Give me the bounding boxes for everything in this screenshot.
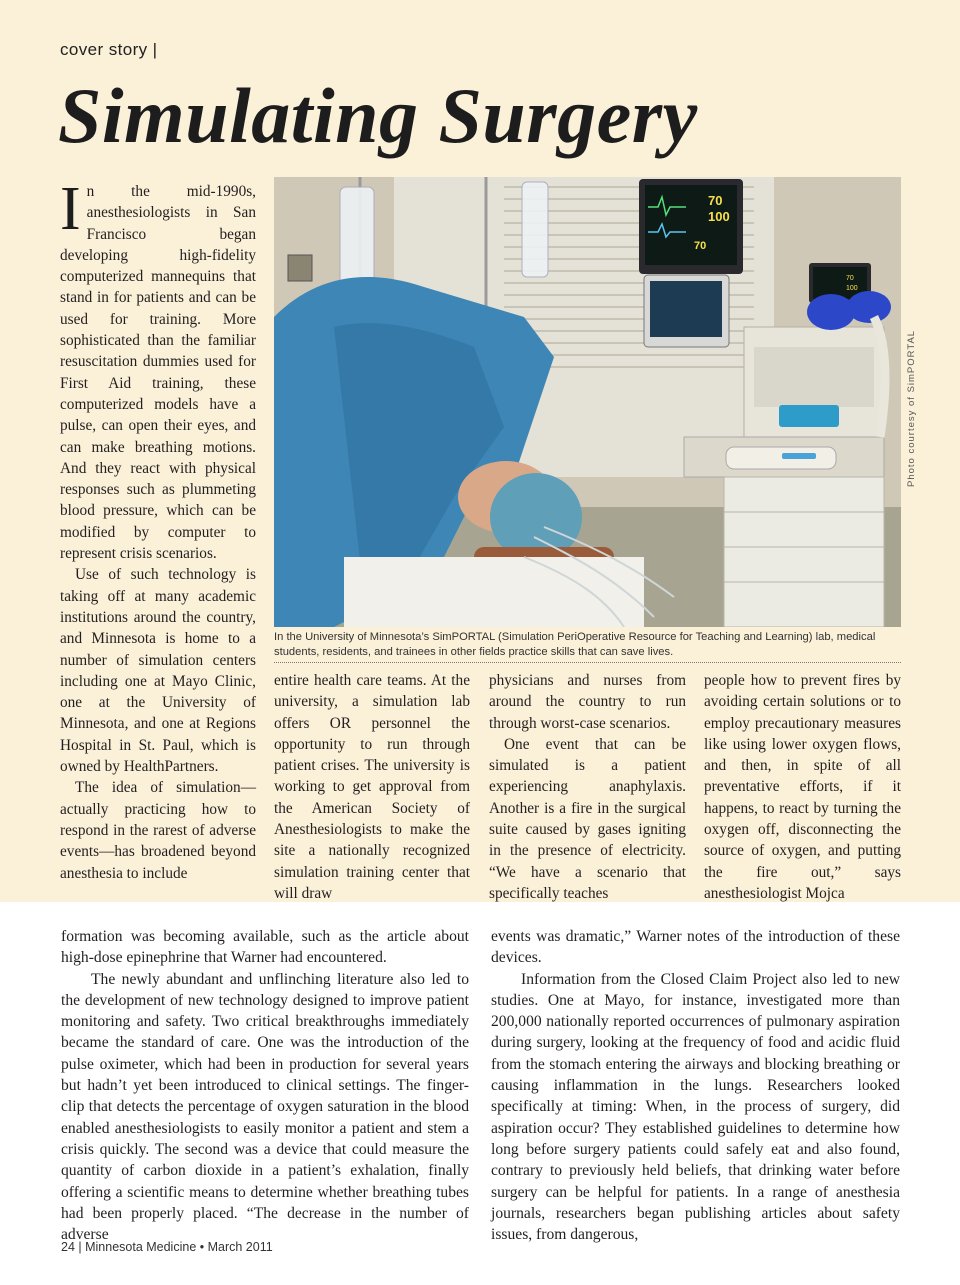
- paragraph: n the mid-1990s, anesthesiologists in San Francisco began developing high-fidelity computerized mannequins that stand in for patients and can be used for training. More sophisticated than the familiar resuscitation dummies used for First Aid training, these computerized models have a pulse, can open their eyes, and can make breathing motions. And they react with physical responses such as plummeting blood pressure, which can be modified by computer to represent crisis scenarios.: [60, 183, 256, 563]
- section-label: cover story |: [60, 40, 158, 59]
- article-title: Simulating Surgery: [58, 72, 698, 159]
- monitor-value-spo2: 70: [694, 240, 707, 252]
- paragraph: physicians and nurses from around the country to run through worst-case scenarios.: [489, 672, 686, 732]
- column-2: [274, 670, 470, 904]
- column-1: [60, 175, 256, 884]
- paragraph: The newly abundant and unflinching literature also led to the development of new technology designed to improve patient monitoring and safety. Two critical breakthroughs immediately became the standard of care. One was the introduction of the pulse oximeter, which had been in production for several years but hadn’t yet been introduced to clinical settings. The finger-clip that detects the percentage of oxygen saturation in the blood enabled anesthesiologists to easily monitor a patient and stem a crisis quickly. The second was a device that could measure the quantity of carbon dioxide in a patient’s exhalation, finally offering a scientific means to determine whether breathing tubes had been properly placed. “The decrease in the number of adverse: [61, 970, 469, 1244]
- photo-credit: Photo courtesy of SimPORTAL: [906, 329, 917, 487]
- page-footer: 24 | Minnesota Medicine • March 2011: [61, 1240, 273, 1254]
- paragraph: One event that can be simulated is a patient experiencing anaphylaxis. Another is a fire in the surgical suite caused by gases igniting in the presence of electricity. “We have a scenario that specifically teaches: [489, 735, 686, 902]
- paragraph: entire health care teams. At the university, a simulation lab offers OR personnel the opportunity to run through patient crises. The university is working to get approval from the American Society of Anesthesiologists to make the site a nationally recognized simulation training center that will draw: [274, 672, 470, 902]
- paragraph: people how to prevent fires by avoiding certain solutions or to employ precautionary measures like using lower oxygen flows, and then, in spite of all preventative efforts, if it happens, to react by turning the oxygen off, disconnecting the source of oxygen, and putting the fire out,” says anesthesiologist Mojca: [704, 672, 901, 902]
- lower-column-left: [61, 926, 469, 1245]
- column-3: [489, 670, 686, 904]
- paragraph: The idea of simulation—actually practicing how to respond in the rarest of adverse events—has broadened beyond anesthesia to include: [60, 779, 256, 882]
- small-monitor-value-2: 100: [846, 285, 858, 292]
- caption-divider: [274, 662, 901, 663]
- small-monitor-value-1: 70: [846, 275, 854, 282]
- paragraph: events was dramatic,” Warner notes of the introduction of these devices.: [491, 928, 900, 967]
- monitor-value-hr: 70: [708, 193, 723, 208]
- drop-cap: I: [60, 175, 81, 243]
- paragraph: Information from the Closed Claim Project also led to new studies. One at Mayo, for instance, investigated more than 200,000 nationally reported occurrences of pulmonary aspiration during surgery, looking at the frequency of food and acidic fluid from the stomach entering the airways and blocking breathing or causing inflammation in the lungs. Researchers looked specifically at timing: When, in the process of surgery, did aspiration occur? They established guidelines to determine how long before surgery patients could safely eat and also found, contrary to previously held beliefs, that drinking water before surgery can be helpful for patients. In a range of anesthesia journals, researchers began publishing articles about safety issues, from dangerous,: [491, 970, 900, 1244]
- simulation-lab-photo: [274, 177, 901, 627]
- paragraph: formation was becoming available, such as the article about high-dose epinephrine that Warner had encountered.: [61, 928, 469, 967]
- paragraph: Use of such technology is taking off at many academic institutions around the country, and Minnesota is home to a number of simulation centers including one at Mayo Clinic, one at the University of Minnesota, and one at Regions Hospital in St. Paul, which is owned by HealthPartners.: [60, 566, 256, 776]
- monitor-value-bp: 100: [708, 209, 730, 224]
- lower-column-right: [491, 926, 900, 1245]
- photo-caption: In the University of Minnesota’s SimPORTAL (Simulation PeriOperative Resource for Teaching and Learning) lab, medical students, residents, and trainees in other fields practice skills that can save lives.: [274, 631, 876, 658]
- column-4: [704, 670, 901, 904]
- photo-illustration: [274, 177, 901, 627]
